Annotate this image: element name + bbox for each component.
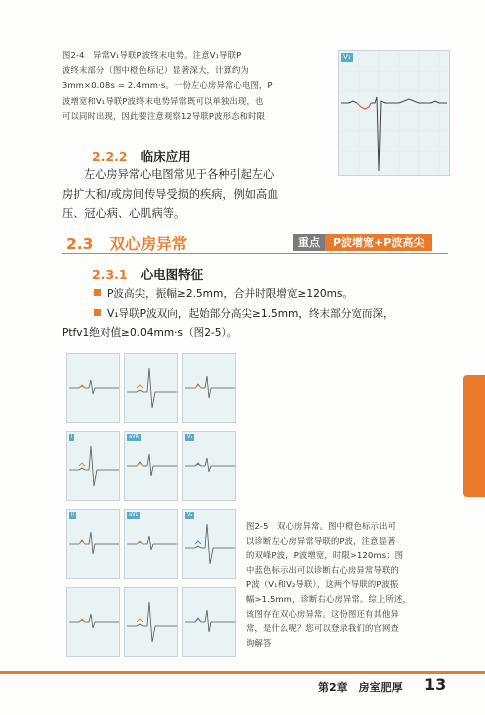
fig25-caption-line: 该图存在双心房异常。这份图还有其他异 (246, 608, 399, 619)
fig25-caption-line: P波（V₁和V₂导联），这两个导联的P波振 (246, 579, 399, 590)
ecg-thumbnail (124, 431, 178, 501)
fig25-caption-line: 中蓝色标示出可以诊断右心房异常导联的 (246, 564, 399, 575)
bullet-text: P波高尖，振幅≥2.5mm，合并时限增宽≥120ms。 (107, 288, 353, 300)
ecg-trace (125, 432, 177, 500)
key-point-tag (293, 234, 432, 251)
fig25-caption-line: 常，是什么呢？您可以登录我们的官网查 (246, 623, 399, 634)
ecg-trace (67, 432, 119, 500)
ecg-trace (183, 354, 235, 422)
fig25-caption-line: 图2-5 双心房异常。图中橙色标示出可 (246, 521, 397, 531)
paragraph-line: 压、冠心病、心肌病等。 (62, 207, 186, 221)
ecg-thumbnail (66, 587, 120, 657)
paragraph-line: 房扩大和/或房间传导受损的疾病，例如高血 (62, 187, 279, 201)
fig24-caption-line: 图2-4 异常V₁导联P波终末电势。注意V₁导联P (62, 50, 242, 60)
ecg-trace (67, 354, 119, 422)
lead-label: I (71, 434, 73, 440)
chapter-side-tab (463, 375, 485, 497)
paragraph-line: 左心房异常心电图常见于各种引起左心 (84, 168, 275, 181)
footer-rule (0, 671, 485, 674)
section-heading-2-3-1 (92, 265, 203, 283)
section-heading-2-3 (66, 232, 187, 254)
lead-label: aVR (129, 434, 139, 440)
ecg-trace (125, 510, 177, 578)
ecg-thumbnail (66, 509, 120, 579)
section-2-2-2-body (62, 165, 342, 224)
ecg-thumbnail (66, 353, 120, 423)
ecg-thumbnail (124, 509, 178, 579)
heading-underline (62, 253, 448, 254)
fig25-caption-line: 以诊断左心房异常导联的P波，注意显著 (246, 535, 396, 546)
key-point-label: 重点 (293, 234, 325, 251)
bullet-square-icon (94, 289, 101, 296)
ecg-thumbnail (182, 431, 236, 501)
section-title: 心电图特征 (140, 267, 204, 282)
section-title: 双心房异常 (109, 235, 188, 253)
ecg-trace (67, 588, 119, 656)
lead-label: aVL (129, 512, 139, 518)
fig25-ecg-grid (66, 353, 234, 658)
ecg-thumbnail (182, 353, 236, 423)
fig24-ecg-image (338, 50, 450, 176)
section-title: 临床应用 (140, 149, 191, 164)
section-heading-2-2-2 (92, 147, 191, 165)
ecg-trace-v1 (339, 51, 449, 175)
bullet-continuation: Ptfv1绝对值≥0.04mm·s（图2-5）。 (62, 327, 238, 340)
fig25-caption-line: 幅>1.5mm，诊断右心房异常。综上所述， (246, 593, 411, 604)
ecg-trace (67, 510, 119, 578)
ecg-trace (183, 510, 235, 578)
section-number: 2.3 (66, 235, 94, 253)
bullet-item (62, 285, 452, 305)
fig24-caption-line: 可以同时出现，因此要注意观察12导联P波形态和时限 (62, 110, 266, 121)
bullet-square-icon (94, 309, 101, 316)
ecg-trace (183, 432, 235, 500)
ecg-thumbnail (182, 509, 236, 579)
lead-label: V₂ (187, 512, 193, 518)
lead-label: II (71, 512, 74, 518)
ecg-thumbnail (124, 353, 178, 423)
footer-chapter: 第2章 房室肥厚 (318, 681, 403, 694)
section-number: 2.2.2 (92, 149, 128, 164)
ecg-thumbnail (124, 587, 178, 657)
bullet-text: V₁导联P波双向，起始部分高尖≥1.5mm，终末部分宽而深， (107, 307, 394, 320)
section-2-3-1-body (62, 285, 452, 344)
ecg-trace (125, 588, 177, 656)
ecg-thumbnail (182, 587, 236, 657)
fig24-caption-line: 波终末部分（图中橙色标记）显著深大，计算约为 (62, 65, 249, 76)
fig24-caption-line: 3mm×0.08s = 2.4mm·s。一份左心房异常心电图，P (62, 80, 273, 91)
key-point-text: P波增宽+P波高尖 (325, 234, 432, 251)
ecg-trace (125, 354, 177, 422)
ecg-trace (183, 588, 235, 656)
fig25-caption (246, 519, 456, 650)
fig25-caption-line: 的双峰P波，P波增宽，时限>120ms；图 (246, 550, 404, 561)
page-number: 13 (424, 675, 447, 694)
lead-label: V₁ (187, 434, 193, 440)
fig24-caption (62, 48, 334, 124)
section-number: 2.3.1 (92, 267, 128, 282)
fig24-caption-line: 波增宽和V₁导联P波终末电势异常既可以单独出现，也 (62, 95, 264, 106)
bullet-item (62, 305, 452, 325)
lead-label: V₁ (343, 53, 351, 61)
ecg-thumbnail (66, 431, 120, 501)
fig25-caption-line: 询解答 (246, 637, 272, 648)
